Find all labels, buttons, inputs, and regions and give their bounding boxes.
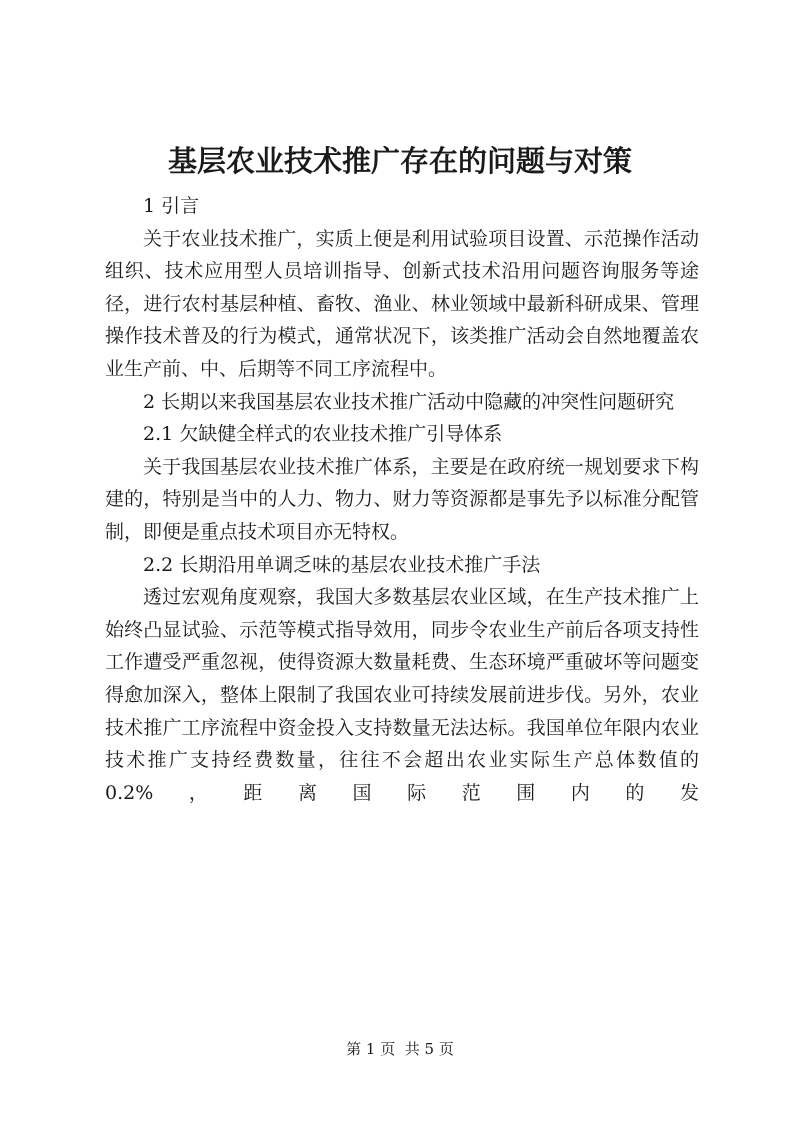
document-title: 基层农业技术推广存在的问题与对策 (167, 144, 632, 178)
paragraph-introduction: 关于农业技术推广，实质上便是利用试验项目设置、示范操作活动组织、技术应用型人员培训指导、创新式技术沿用问题咨询服务等途径，进行农村基层种植、畜牧、渔业、林业领域中最新科研成果、管理操作技术普及的行为模式，通常状况下，该类推广活动会自然地覆盖农业生产前、中、后期等不同工序流程中。 (105, 227, 699, 380)
paragraph-2-2: 透过宏观角度观察，我国大多数基层农业区域，在生产技术推广上始终凸显试验、示范等模式指导效用，同步令农业生产前后各项支持性工作遭受严重忽视，使得资源大数量耗费、生态环境严重破坏等问题变得愈加深入，整体上限制了我国农业可持续发展前进步伐。另外，农业技术推广工序流程中资金投入支持数量无法达标。我国单位年限内农业技术推广支持经费数量，往往不会超出农业实际生产总体数值的 0.2%，距离国际范围内的发 (105, 586, 699, 804)
paragraph-2-1: 关于我国基层农业技术推广体系，主要是在政府统一规划要求下构建的，特别是当中的人力、物力、财力等资源都是事先予以标准分配管制，即便是重点技术项目亦无特权。 (105, 455, 699, 543)
section-heading-2-2: 2.2 长期沿用单调乏味的基层农业技术推广手法 (143, 553, 541, 576)
section-heading-2: 2 长期以来我国基层农业技术推广活动中隐藏的冲突性问题研究 (143, 390, 675, 413)
section-heading-introduction: 1 引言 (143, 195, 200, 217)
document-body (105, 190, 699, 809)
page-footer (0, 1039, 800, 1059)
page-number-label: 第 1 页 共 5 页 (346, 1040, 454, 1058)
section-heading-2-1: 2.1 欠缺健全样式的农业技术推广引导体系 (143, 423, 503, 446)
